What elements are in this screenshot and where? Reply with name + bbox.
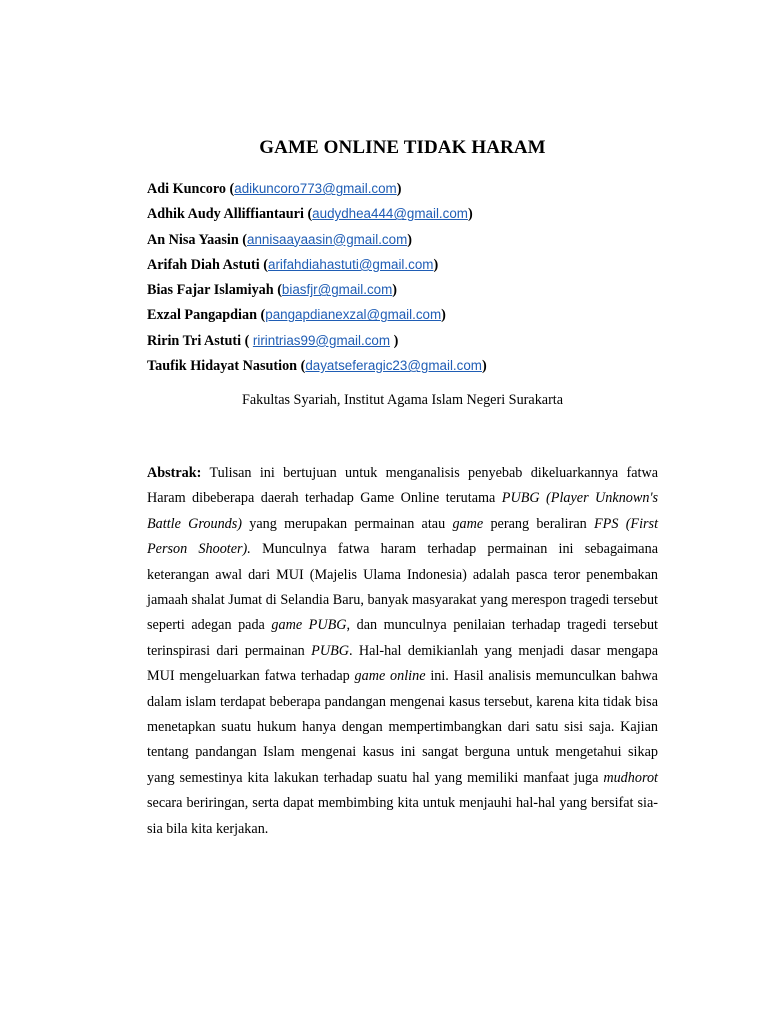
abstract-text: yang merupakan permainan atau	[242, 515, 453, 532]
abstract-italic: PUBG	[311, 642, 349, 659]
abstract-text: perang beraliran	[483, 515, 594, 532]
author-email-link[interactable]: audydhea444@gmail.com	[312, 206, 468, 222]
author-entry	[147, 256, 487, 281]
author-email-link[interactable]: adikuncoro773@gmail.com	[234, 181, 397, 196]
abstract-italic: game online	[354, 668, 426, 685]
author-name: Arifah Diah Astuti (	[147, 256, 268, 273]
author-paren: )	[407, 231, 412, 248]
author-paren: )	[481, 358, 487, 375]
author-name: Adi Kuncoro (	[147, 181, 235, 197]
author-name: Bias Fajar Islamiyah (	[147, 282, 282, 299]
author-paren: )	[433, 256, 439, 273]
author-entry	[147, 231, 487, 256]
author-entry	[147, 281, 487, 306]
author-email-link[interactable]: annisaayaasin@gmail.com	[247, 231, 408, 247]
abstract-text: Munculnya fatwa haram terhadap permainan ini sebagaimana keterangan awal dari MUI (Majelis Ulama Indonesia) adalah pasca teror penembakan jamaah shalat Jumat di Selandia Baru, banyak masyarakat yang merespon tragedi tersebut seperti adegan pada	[147, 541, 658, 634]
author-email-link[interactable]: biasfjr@gmail.com	[281, 282, 393, 298]
paper-title: GAME ONLINE TIDAK HARAM	[259, 137, 546, 158]
abstract-text: . Hal-hal demikianlah yang menjadi dasar mengapa MUI mengeluarkan fatwa terhadap	[147, 642, 658, 685]
abstract-italic: PUBG (Player Unknown's Battle Grounds)	[147, 490, 658, 532]
author-email-link[interactable]: ririntrias99@gmail.com	[252, 332, 391, 348]
abstract-text: secara beriringan, serta dapat membimbing kita untuk menjauhi hal-hal yang bersifat sia-sia bila kita kerjakan.	[147, 795, 658, 837]
paper-page	[147, 0, 658, 1024]
author-paren: )	[390, 332, 399, 349]
author-paren: )	[396, 181, 402, 197]
abstract-italic: game	[452, 515, 484, 532]
author-name: Taufik Hidayat Nasution (	[147, 358, 306, 375]
author-name: An Nisa Yaasin (	[147, 231, 247, 248]
abstract-italic: FPS (First Person Shooter).	[147, 515, 659, 558]
abstract-italic: game PUBG	[271, 617, 347, 634]
author-email-link[interactable]: arifahdiahastuti@gmail.com	[268, 256, 434, 272]
author-entry	[147, 332, 487, 357]
abstract-text: , dan munculnya penilaian terhadap tragedi tersebut terinspirasi dari permainan	[147, 617, 658, 659]
abstract-label: Abstrak:	[147, 465, 202, 481]
author-paren: )	[441, 307, 446, 324]
author-entry	[147, 205, 487, 230]
author-name: Exzal Pangapdian (	[147, 307, 266, 324]
abstract-italic: mudhorot	[603, 769, 658, 786]
author-entry	[147, 357, 487, 382]
abstract-text: ini. Hasil analisis memunculkan bahwa dalam islam terdapat beberapa pandangan mengenai kasus tersebut, karena kita tidak bisa menetapkan suatu hukum hanya dengan mempertimbangkan dari satu sisi saja. Kajian tentang pandangan Islam mengenai kasus ini sangat berguna untuk mengetahui sikap yang semestinya kita lakukan terhadap suatu hal yang memiliki manfaat juga	[147, 668, 658, 786]
author-paren: )	[392, 282, 397, 299]
author-name: Adhik Audy Alliffiantauri (	[147, 206, 313, 223]
author-name: Ririn Tri Astuti (	[147, 332, 253, 349]
author-paren: )	[467, 206, 473, 223]
author-email-link[interactable]: pangapdianexzal@gmail.com	[265, 307, 442, 323]
author-list	[147, 180, 487, 382]
author-entry	[147, 306, 487, 331]
author-email-link[interactable]: dayatseferagic23@gmail.com	[305, 358, 482, 374]
abstract	[147, 461, 658, 842]
abstract-text: Tulisan ini bertujuan untuk menganalisis penyebab dikeluarkannya fatwa Haram dibeberapa daerah terhadap Game Online terutama	[147, 465, 658, 507]
affiliation: Fakultas Syariah, Institut Agama Islam Negeri Surakarta	[241, 392, 564, 408]
author-entry	[147, 180, 487, 205]
